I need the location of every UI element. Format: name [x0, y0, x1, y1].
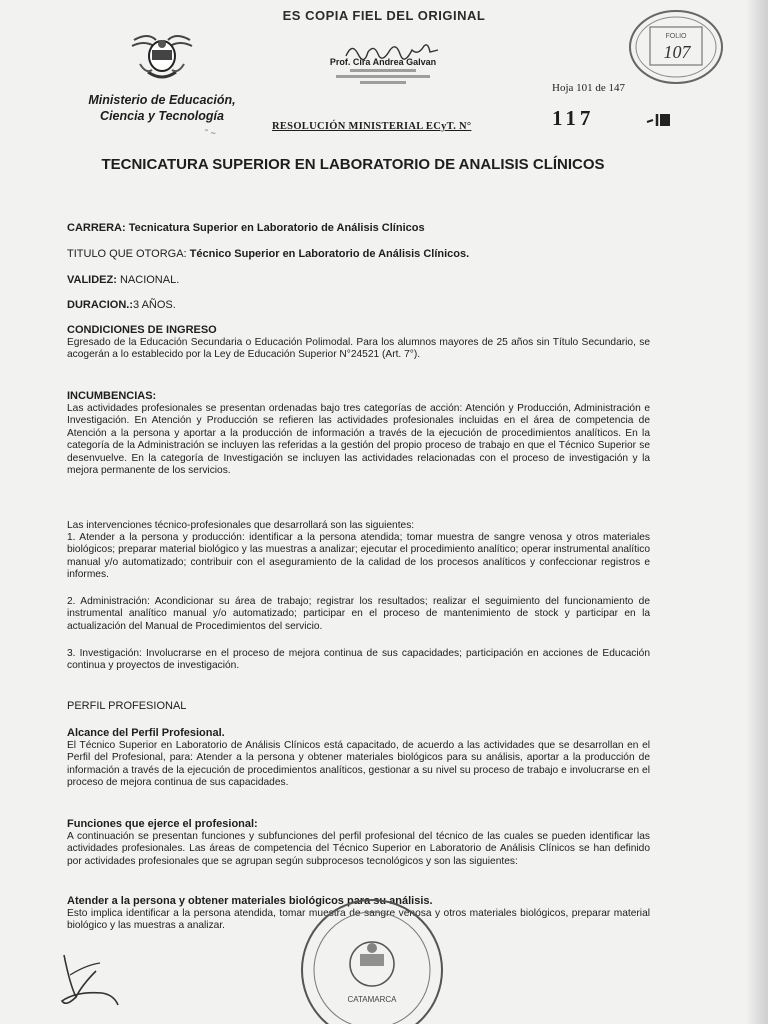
resolution-number: 117 — [552, 106, 595, 130]
provincial-crest-icon — [130, 30, 194, 88]
incumbencias-text: Las actividades profesionales se presentan ordenadas bajo tres categorías de acción: Atención y Producción, Administración e Investigación. En Atención y Producción se refieren las actividades profesionales incluidas en el área de competencia de Atención a la persona y aportar a la producción de información a través de la ejecución de procedimientos analíticos. En la categoría de la Administración se incluyen las referidas a la gestión del propio proceso de trabajo en que el Técnico Superior se desenvuelve. En la categoría de Investigación se incluyen las actividades relacionadas con el proceso de investigación y la mejora permanente de los servicios. — [67, 403, 650, 477]
alcance-heading: Alcance del Perfil Profesional. — [67, 727, 225, 739]
atender-heading: Atender a la persona y obtener materiales biológicos para su análisis. — [67, 895, 433, 907]
incumbencias-heading: INCUMBENCIAS: — [67, 390, 157, 402]
official-seal-icon — [298, 898, 446, 1024]
intervenciones-item-1: 1. Atender a la persona y producción: identificar a la persona atendida; tomar muestra de sangre venosa y otros materiales biológicos; preparar material biológico y las muestras a analizar; ejecutar el procedimiento analítico; operar instrumental analítico manual y/o automatizado; contribuir con el aseguramiento de la calidad de los procesos analíticos y confeccionar registros e informes. — [67, 532, 650, 581]
ministry-name: Ministerio de Educación, Ciencia y Tecnología — [88, 93, 236, 123]
signer-title-smudge-icon — [308, 68, 458, 88]
page-edge-shadow — [746, 0, 768, 1024]
intervenciones-intro: Las intervenciones técnico-profesionales que desarrollará son las siguientes: — [67, 520, 415, 531]
signer-name: Prof. Cira Andrea Galvan — [329, 57, 437, 67]
condiciones-text: Egresado de la Educación Secundaria o Educación Polimodal. Para los alumnos mayores de 25 años sin Título Secundario, se acogerán a lo establecido por la Ley de Educación Superior N°24521 (Art. 7°). — [67, 337, 650, 361]
seal-place-label: CATAMARCA — [347, 995, 397, 1004]
titulo-field: TITULO QUE OTORGA: Técnico Superior en Laboratorio de Análisis Clínicos. — [67, 248, 470, 260]
atender-text: Esto implica identificar a la persona atendida, tomar muestra de sangre venosa y otros materiales biológicos, preparar material biológico y las muestras a analizar. — [67, 908, 650, 932]
validez-field: VALIDEZ: NACIONAL. — [67, 274, 180, 286]
resolution-label: RESOLUCIÓN MINISTERIAL ECyT. N° — [272, 121, 472, 132]
funciones-heading: Funciones que ejerce el profesional: — [67, 818, 258, 830]
ministry-small-mark: ˜ ~ — [205, 128, 216, 138]
duracion-field: DURACION.:3 AÑOS. — [67, 299, 176, 311]
carrera-field: CARRERA: Tecnicatura Superior en Laboratorio de Análisis Clínicos — [67, 222, 425, 234]
alcance-text: El Técnico Superior en Laboratorio de Análisis Clínicos está capacitado, de acuerdo a las actividades que se desarrollan en el Perfil del Profesional, para: Atender a la persona y obtener materiales biológicos para su análisis, aportar a la producción de información a través de la ejecución de procedimientos analíticos, gestionar a su nivel su proceso de trabajo e involucrarse en el proceso de mejora continua de sus capacidades. — [67, 740, 650, 789]
intervenciones-item-2: 2. Administración: Acondicionar su área de trabajo; registrar los resultados; realizar el seguimiento del funcionamiento de instrumental analítico manual y/o automatizado; participar en el proceso de mantenimiento de stock y participar en la actualización del Manual de Procedimientos del servicio. — [67, 596, 650, 632]
folio-number: 107 — [663, 42, 691, 62]
intervenciones-item-3: 3. Investigación: Involucrarse en el proceso de mejora continua de sus capacidades; participación en acciones de Educación continua y proyectos de investigación. — [67, 648, 650, 672]
copy-notice-stamp: ES COPIA FIEL DEL ORIGINAL — [282, 8, 486, 23]
resolution-handwritten-mark-icon — [645, 110, 673, 132]
funciones-text: A continuación se presentan funciones y subfunciones del perfil profesional del técnico de las cuales se pueden identificar las actividades profesionales. Las áreas de competencia del Técnico Superior en Laboratorio de Análisis Clínicos se han definido por actividades profesionales que se agrupan según subprocesos tecnológicos y son las siguientes: — [67, 831, 650, 867]
page-reference: Hoja 101 de 147 — [552, 82, 626, 94]
initials-signature-icon — [56, 945, 126, 1015]
perfil-heading: PERFIL PROFESIONAL — [67, 700, 187, 712]
document-title: TECNICATURA SUPERIOR EN LABORATORIO DE ANALISIS CLÍNICOS — [101, 156, 605, 173]
folio-label: FOLIO — [665, 33, 687, 40]
condiciones-heading: CONDICIONES DE INGRESO — [67, 324, 217, 336]
signer-title-blur — [308, 68, 458, 91]
